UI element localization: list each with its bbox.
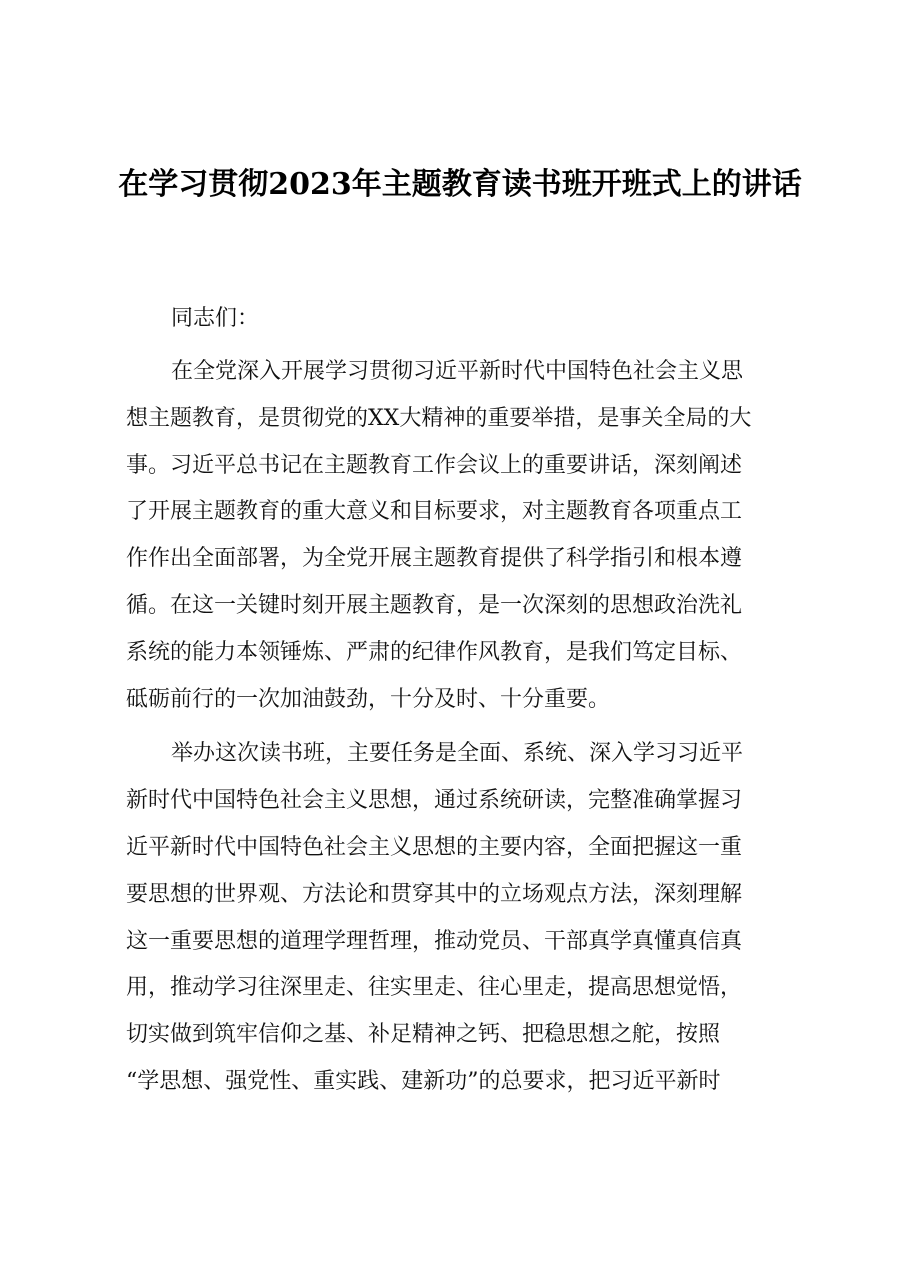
paragraph-2 — [126, 731, 816, 1105]
paragraph-1 — [126, 349, 816, 723]
text-line: 切实做到筑牢信仰之基、补足精神之钙、把稳思想之舵，按照 — [126, 1022, 721, 1048]
text-line: 了开展主题教育的重大意义和目标要求，对主题教育各项重点工 — [126, 499, 743, 525]
document-body — [126, 295, 816, 1114]
text-line: 事。习近平总书记在主题教育工作会议上的重要讲话，深刻阐述 — [126, 452, 743, 478]
text-line: 循。在这一关键时刻开展主题教育，是一次深刻的思想政治洗礼 — [126, 592, 743, 618]
text-line: 系统的能力本领锤炼、严肃的纪律作风教育，是我们笃定目标、 — [126, 639, 743, 665]
text-line: 这一重要思想的道理学理哲理，推动党员、干部真学真懂真信真 — [126, 928, 743, 954]
text-line: 要思想的世界观、方法论和贯穿其中的立场观点方法，深刻理解 — [126, 881, 743, 907]
text-line: 作作出全面部署，为全党开展主题教育提供了科学指引和根本遵 — [126, 546, 743, 572]
text-line: 近平新时代中国特色社会主义思想的主要内容，全面把握这一重 — [126, 834, 743, 860]
text-line: “学思想、强党性、重实践、建新功”的总要求，把习近平新时 — [126, 1068, 721, 1094]
text-line: 新时代中国特色社会主义思想，通过系统研读，完整准确掌握习 — [126, 788, 743, 814]
text-line: 砥砺前行的一次加油鼓劲，十分及时、十分重要。 — [126, 686, 611, 712]
text-line: 想主题教育，是贯彻党的XX大精神的重要举措，是事关全局的大 — [126, 405, 752, 431]
text-line: 用，推动学习往深里走、往实里走、往心里走，提高思想觉悟， — [126, 975, 743, 1001]
text-line: 举办这次读书班，主要任务是全面、系统、深入学习习近平 — [171, 741, 744, 767]
salutation: 同志们： — [171, 306, 260, 331]
text-line: 在全党深入开展学习贯彻习近平新时代中国特色社会主义思 — [171, 359, 744, 384]
document-title: 在学习贯彻2023年主题教育读书班开班式上的讲话 — [118, 167, 802, 202]
